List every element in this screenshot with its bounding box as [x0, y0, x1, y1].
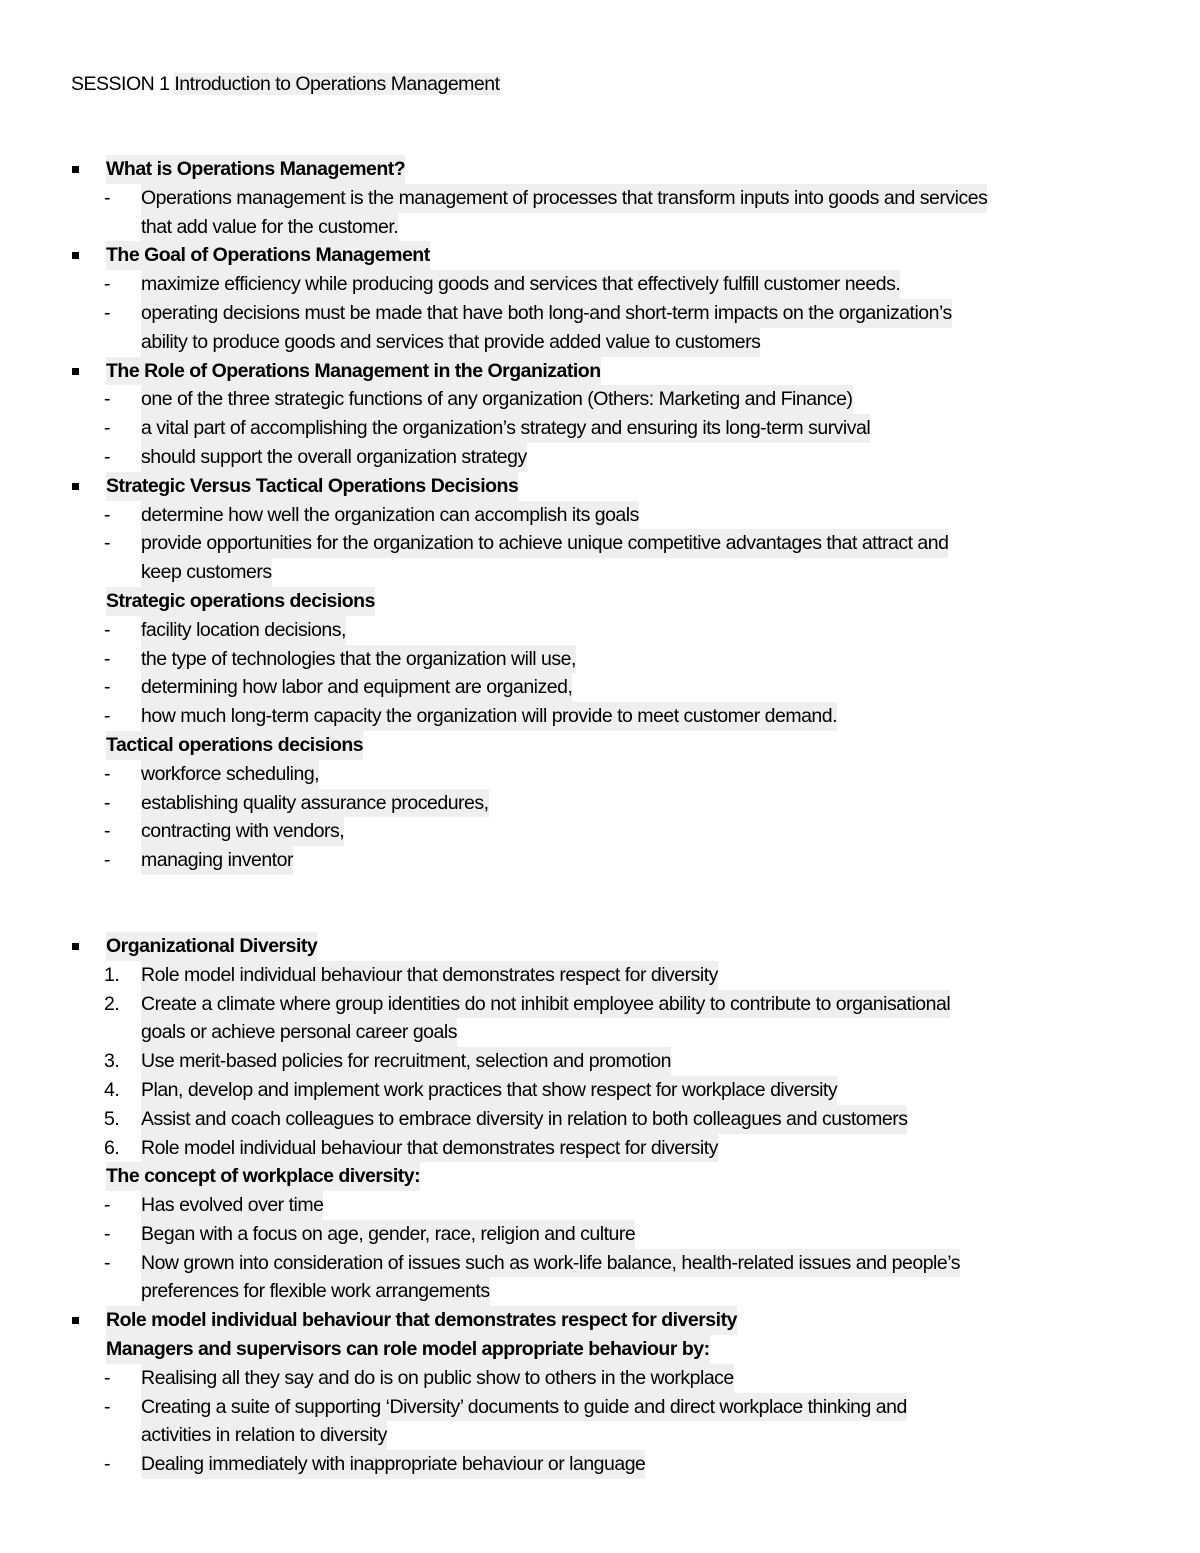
dash-bullet: - — [104, 1453, 110, 1476]
list-item — [0, 414, 1200, 443]
section-heading: Strategic Versus Tactical Operations Decisions — [106, 472, 518, 501]
list-item-text: determining how labor and equipment are organized, — [141, 673, 572, 702]
list-item-continuation — [0, 558, 1200, 587]
list-item — [0, 529, 1200, 558]
list-item-text: should support the overall organization strategy — [141, 443, 527, 472]
list-item-text: contracting with vendors, — [141, 817, 344, 846]
list-item — [0, 385, 1200, 414]
list-item-text: workforce scheduling, — [141, 760, 319, 789]
list-item-continuation — [0, 1421, 1200, 1450]
dash-bullet: - — [104, 388, 110, 411]
list-item-text: provide opportunities for the organization to achieve unique competitive advantages that attract and — [141, 529, 948, 558]
dash-bullet: - — [104, 762, 110, 785]
list-item — [0, 846, 1200, 875]
dash-bullet: - — [104, 1395, 110, 1418]
list-number: 4. — [104, 1078, 120, 1101]
list-item-text: Operations management is the management of processes that transform inputs into goods and services — [141, 184, 987, 213]
list-item-text: managing inventor — [141, 846, 293, 875]
list-item-text: ability to produce goods and services that provide added value to customers — [141, 328, 760, 357]
list-item-text: Plan, develop and implement work practices that show respect for workplace diversity — [141, 1076, 837, 1105]
list-item-text: Creating a suite of supporting ‘Diversity’ documents to guide and direct workplace thinking and — [141, 1393, 907, 1422]
subheading: Tactical operations decisions — [106, 731, 363, 760]
list-item-continuation — [0, 1018, 1200, 1047]
section-heading-line — [0, 155, 1200, 184]
section-heading-line — [0, 932, 1200, 961]
list-item — [0, 1047, 1200, 1076]
subheading: The concept of workplace diversity: — [106, 1162, 420, 1191]
list-number: 1. — [104, 963, 120, 986]
dash-bullet: - — [104, 503, 110, 526]
list-item — [0, 1450, 1200, 1479]
list-item-text: determine how well the organization can accomplish its goals — [141, 501, 639, 530]
document-body — [0, 155, 1200, 1479]
dash-bullet: - — [104, 618, 110, 641]
dash-bullet: - — [104, 417, 110, 440]
list-item-text: that add value for the customer. — [141, 213, 398, 242]
list-item-text: a vital part of accomplishing the organization’s strategy and ensuring its long-term survival — [141, 414, 870, 443]
list-item — [0, 270, 1200, 299]
list-item-text: Use merit-based policies for recruitment, selection and promotion — [141, 1047, 671, 1076]
square-bullet-icon — [72, 252, 79, 259]
dash-bullet: - — [104, 273, 110, 296]
list-item-text: one of the three strategic functions of any organization (Others: Marketing and Finance) — [141, 385, 853, 414]
list-item-text: keep customers — [141, 558, 272, 587]
subheading-line — [0, 1162, 1200, 1191]
session-label: SESSION 1 — [71, 73, 170, 95]
dash-bullet: - — [104, 1222, 110, 1245]
session-title: Introduction to Operations Management — [174, 73, 500, 95]
list-item — [0, 1364, 1200, 1393]
section-heading-line — [0, 357, 1200, 386]
list-item — [0, 645, 1200, 674]
list-number: 6. — [104, 1136, 120, 1159]
list-item-text: Create a climate where group identities do not inhibit employee ability to contribute to organisational — [141, 990, 950, 1019]
list-item-text: Assist and coach colleagues to embrace diversity in relation to both colleagues and customers — [141, 1105, 907, 1134]
list-item-text: Now grown into consideration of issues such as work-life balance, health-related issues and people’s — [141, 1249, 960, 1278]
section-heading: Organizational Diversity — [106, 932, 317, 961]
list-item-text: Began with a focus on age, gender, race, religion and culture — [141, 1220, 635, 1249]
dash-bullet: - — [104, 676, 110, 699]
square-bullet-icon — [72, 943, 79, 950]
section-heading: Role model individual behaviour that demonstrates respect for diversity — [106, 1306, 737, 1335]
dash-bullet: - — [104, 1194, 110, 1217]
square-bullet-icon — [72, 166, 79, 173]
list-item-text: how much long-term capacity the organization will provide to meet customer demand. — [141, 702, 837, 731]
square-bullet-icon — [72, 368, 79, 375]
subheading: Strategic operations decisions — [106, 587, 375, 616]
square-bullet-icon — [72, 1317, 79, 1324]
section-heading: What is Operations Management? — [106, 155, 405, 184]
list-item-continuation — [0, 213, 1200, 242]
section-heading-line — [0, 241, 1200, 270]
section-heading: The Role of Operations Management in the Organization — [106, 357, 601, 386]
dash-bullet: - — [104, 647, 110, 670]
list-item-text: activities in relation to diversity — [141, 1421, 387, 1450]
dash-bullet: - — [104, 532, 110, 555]
section-heading-line — [0, 1306, 1200, 1335]
list-number: 2. — [104, 992, 120, 1015]
list-item — [0, 1076, 1200, 1105]
dash-bullet: - — [104, 1366, 110, 1389]
dash-bullet: - — [104, 1251, 110, 1274]
subheading: Managers and supervisors can role model appropriate behaviour by: — [106, 1335, 710, 1364]
list-item — [0, 501, 1200, 530]
list-item-text: establishing quality assurance procedures, — [141, 789, 489, 818]
list-item — [0, 990, 1200, 1019]
dash-bullet: - — [104, 445, 110, 468]
dash-bullet: - — [104, 301, 110, 324]
dash-bullet: - — [104, 849, 110, 872]
list-item-text: Has evolved over time — [141, 1191, 323, 1220]
list-item-text: preferences for flexible work arrangements — [141, 1277, 490, 1306]
list-item-text: facility location decisions, — [141, 616, 346, 645]
list-item — [0, 673, 1200, 702]
list-item — [0, 443, 1200, 472]
list-item — [0, 817, 1200, 846]
list-item — [0, 1134, 1200, 1163]
list-number: 3. — [104, 1050, 120, 1073]
square-bullet-icon — [72, 483, 79, 490]
list-item-text: maximize efficiency while producing goods and services that effectively fulfill customer needs. — [141, 270, 900, 299]
list-item — [0, 1220, 1200, 1249]
subheading-line — [0, 731, 1200, 760]
list-item-text: Realising all they say and do is on public show to others in the workplace — [141, 1364, 734, 1393]
list-item — [0, 1249, 1200, 1278]
list-item — [0, 616, 1200, 645]
list-item-continuation — [0, 328, 1200, 357]
dash-bullet: - — [104, 186, 110, 209]
list-item-text: Role model individual behaviour that demonstrates respect for diversity — [141, 961, 718, 990]
list-item — [0, 1105, 1200, 1134]
dash-bullet: - — [104, 791, 110, 814]
list-item — [0, 299, 1200, 328]
list-item-text: the type of technologies that the organization will use, — [141, 645, 576, 674]
list-item — [0, 184, 1200, 213]
list-item — [0, 789, 1200, 818]
section-spacer — [0, 875, 1200, 932]
section-heading: The Goal of Operations Management — [106, 241, 430, 270]
list-item-text: Role model individual behaviour that demonstrates respect for diversity — [141, 1134, 718, 1163]
dash-bullet: - — [104, 705, 110, 728]
list-item — [0, 1393, 1200, 1422]
page-title — [71, 70, 500, 99]
dash-bullet: - — [104, 820, 110, 843]
list-item-text: Dealing immediately with inappropriate behaviour or language — [141, 1450, 645, 1479]
section-heading-line — [0, 472, 1200, 501]
list-item — [0, 760, 1200, 789]
list-item-text: goals or achieve personal career goals — [141, 1018, 457, 1047]
list-number: 5. — [104, 1107, 120, 1130]
list-item-continuation — [0, 1277, 1200, 1306]
list-item — [0, 702, 1200, 731]
subheading-line — [0, 1335, 1200, 1364]
list-item-text: operating decisions must be made that have both long-and short-term impacts on the organization’s — [141, 299, 952, 328]
list-item — [0, 961, 1200, 990]
subheading-line — [0, 587, 1200, 616]
list-item — [0, 1191, 1200, 1220]
